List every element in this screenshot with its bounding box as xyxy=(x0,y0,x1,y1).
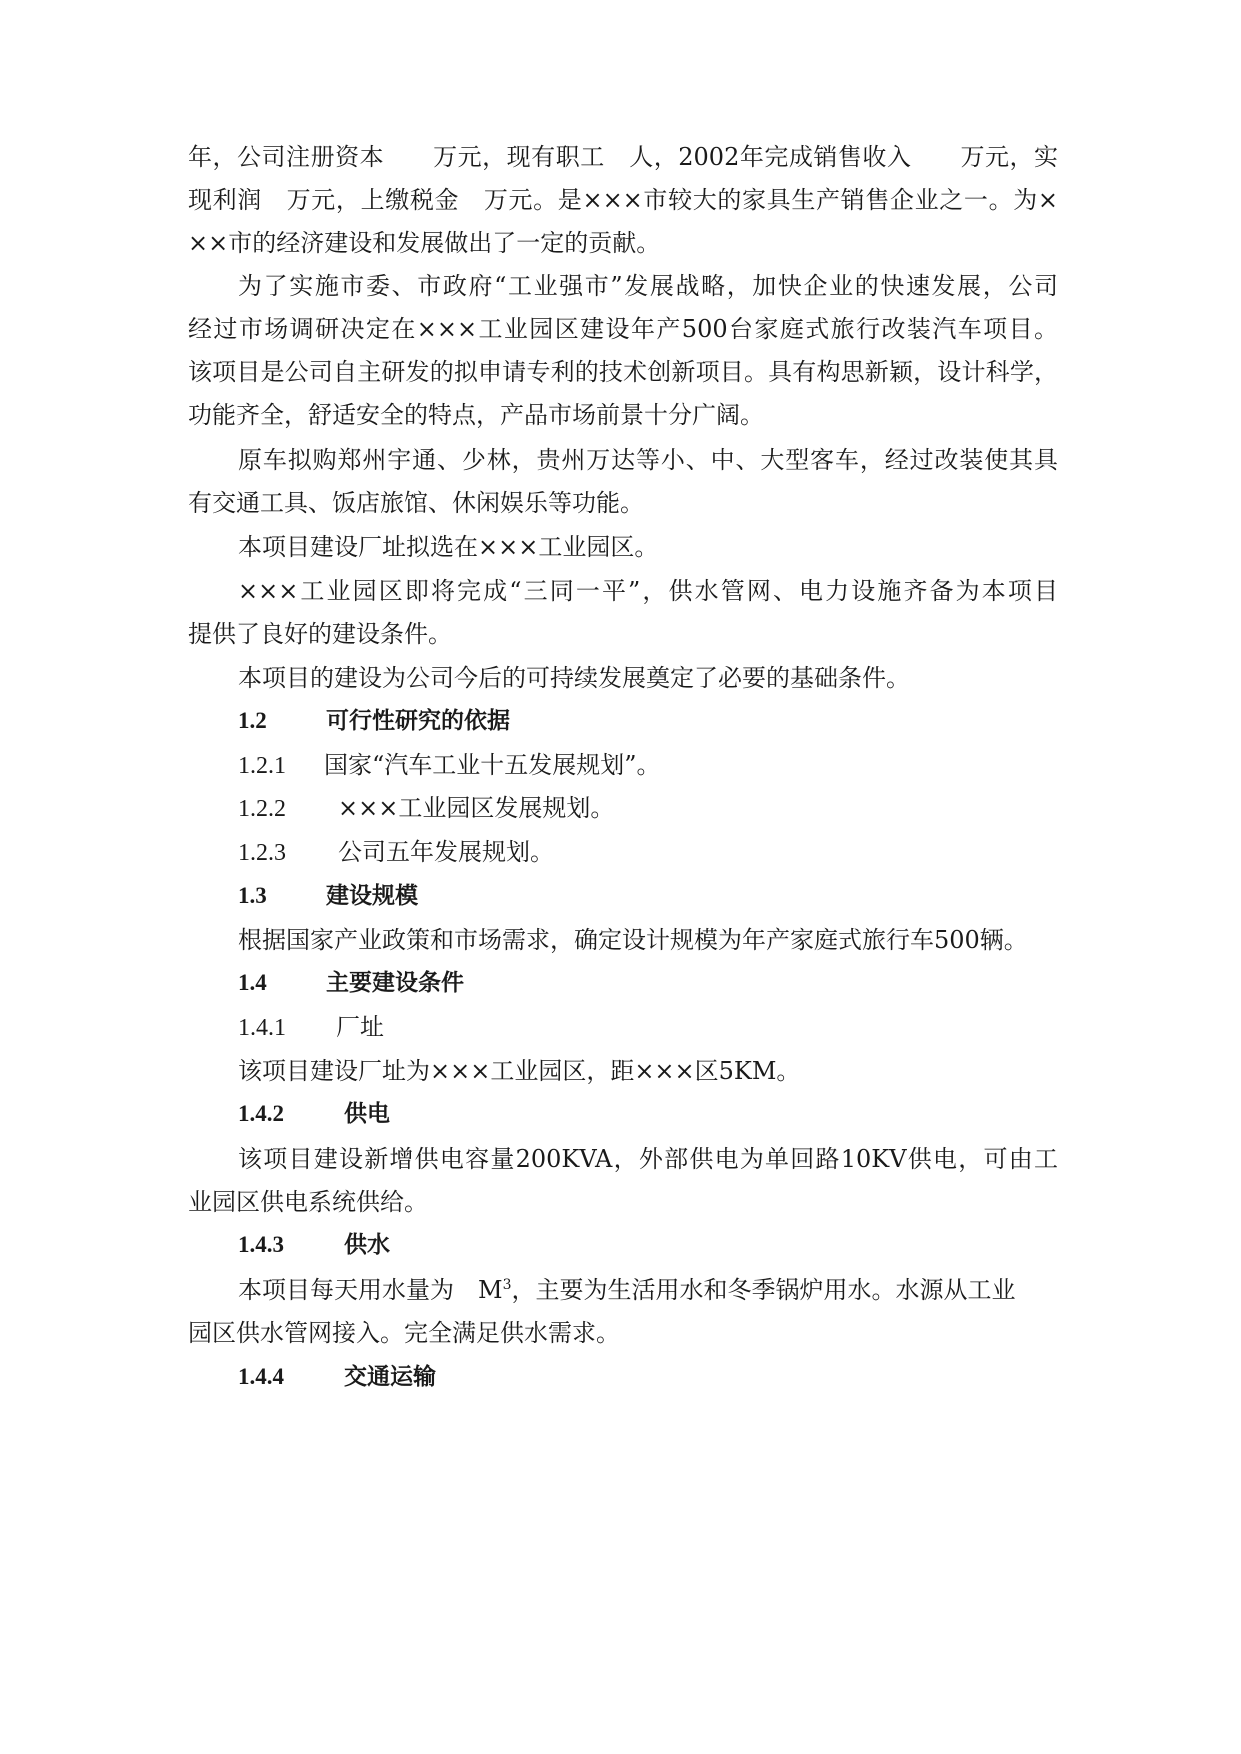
paragraph-line: 提供了良好的建设条件。 xyxy=(188,620,452,648)
superscript: 3 xyxy=(502,1277,512,1293)
section-heading xyxy=(238,1229,390,1261)
paragraph-line: 为了实施市委、市政府“工业强市”发展战略，加快企业的快速发展，公司 xyxy=(238,272,1058,300)
section-number: 1.3 xyxy=(238,883,267,908)
section-number: 1.4.2 xyxy=(238,1101,284,1126)
paragraph-line: 有交通工具、饭店旅馆、休闲娱乐等功能。 xyxy=(188,489,644,517)
section-title: 供电 xyxy=(344,1101,390,1127)
section-title: 交通运输 xyxy=(344,1364,436,1390)
paragraph-line: ××市的经济建设和发展做出了一定的贡献。 xyxy=(188,229,661,257)
section-title: 建设规模 xyxy=(326,883,418,909)
subsection-text: 公司五年发展规划。 xyxy=(338,838,554,866)
subsection-item xyxy=(238,1011,384,1044)
subsection-number: 1.2.2 xyxy=(238,796,286,822)
paragraph-line: 根据国家产业政策和市场需求，确定设计规模为年产家庭式旅行车500辆。 xyxy=(238,926,1028,954)
section-heading xyxy=(238,967,464,999)
paragraph-line: 该项目是公司自主研发的拟申请专利的技术创新项目。具有构思新颖，设计科学， xyxy=(188,358,1058,386)
paragraph-line: 该项目建设新增供电容量200KVA，外部供电为单回路10KV供电，可由工 xyxy=(238,1145,1058,1173)
paragraph-line: 本项目的建设为公司今后的可持续发展奠定了必要的基础条件。 xyxy=(238,664,910,692)
paragraph-line: 业园区供电系统供给。 xyxy=(188,1188,428,1216)
paragraph-text: ，主要为生活用水和冬季锅炉用水。水源从工业 xyxy=(511,1276,1016,1304)
subsection-item xyxy=(238,792,614,825)
section-title: 主要建设条件 xyxy=(326,970,464,996)
paragraph-line: 园区供水管网接入。完全满足供水需求。 xyxy=(188,1319,620,1347)
subsection-item xyxy=(238,749,661,782)
section-heading xyxy=(238,1361,436,1393)
section-title: 供水 xyxy=(344,1232,390,1258)
section-number: 1.2 xyxy=(238,708,267,733)
section-title: 可行性研究的依据 xyxy=(326,708,510,734)
paragraph-line: 现利润 万元，上缴税金 万元。是×××市较大的家具生产销售企业之一。为× xyxy=(188,186,1058,214)
paragraph-line: 年，公司注册资本 万元，现有职工 人，2002年完成销售收入 万元，实 xyxy=(188,143,1058,171)
subsection-number: 1.4.1 xyxy=(238,1015,286,1041)
subsection-text: 厂址 xyxy=(336,1013,384,1041)
paragraph-line xyxy=(238,1274,1058,1306)
section-heading xyxy=(238,1098,390,1130)
section-heading xyxy=(238,705,510,737)
section-number: 1.4.3 xyxy=(238,1232,284,1257)
paragraph-line: 经过市场调研决定在×××工业园区建设年产500台家庭式旅行改装汽车项目。 xyxy=(188,315,1058,343)
section-number: 1.4.4 xyxy=(238,1364,284,1389)
paragraph-text: 本项目每天用水量为 M xyxy=(238,1276,503,1304)
subsection-number: 1.2.3 xyxy=(238,840,286,866)
paragraph-line: 本项目建设厂址拟选在×××工业园区。 xyxy=(238,533,659,561)
section-heading xyxy=(238,880,418,912)
subsection-item xyxy=(238,836,554,869)
subsection-number: 1.2.1 xyxy=(238,753,286,779)
section-number: 1.4 xyxy=(238,970,267,995)
subsection-text: 国家“汽车工业十五发展规划”。 xyxy=(324,751,661,779)
paragraph-line: 该项目建设厂址为×××工业园区，距×××区5KM。 xyxy=(238,1057,801,1085)
paragraph-line: 功能齐全，舒适安全的特点，产品市场前景十分广阔。 xyxy=(188,401,764,429)
subsection-text: ×××工业园区发展规划。 xyxy=(338,794,615,822)
paragraph-line: ×××工业园区即将完成“三同一平”，供水管网、电力设施齐备为本项目 xyxy=(238,577,1058,605)
paragraph-line: 原车拟购郑州宇通、少林，贵州万达等小、中、大型客车，经过改装使其具 xyxy=(238,446,1058,474)
